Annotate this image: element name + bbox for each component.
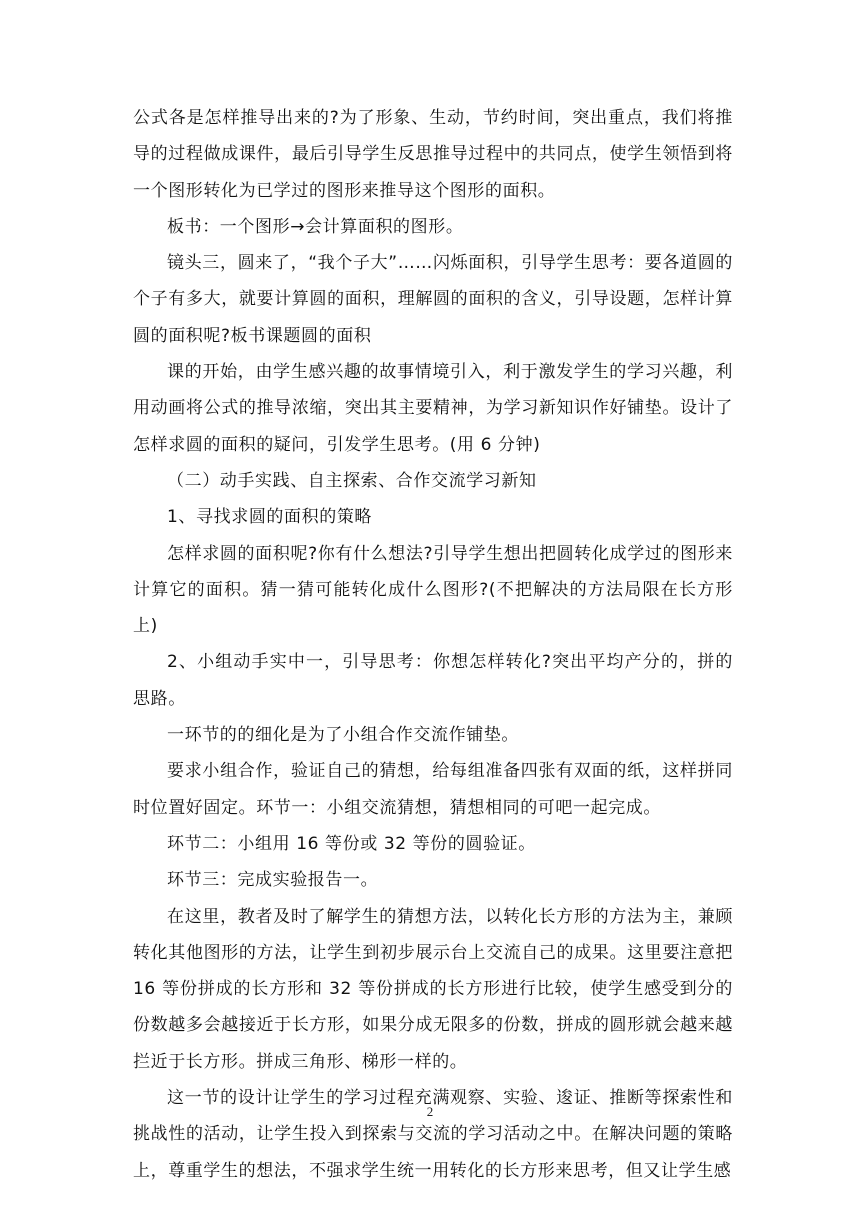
paragraph-9: 一环节的的细化是为了小组合作交流作铺垫。 bbox=[167, 725, 519, 746]
paragraph-13: 在这里，教者及时了解学生的猜想方法，以转化长方形的方法为主，兼顾转化其他图形的方法，让学生到初步展示台上交流自己的成果。这里要注意把 16 等份拼成的长方形和 32 等份拼成的长方形进行比较，使学生感受到分的份数越多会越接近于长方形，如果分成无限多的份数，拼成的圆形就会越来越拦近于长方形。拼成三角形、梯形一样的。 bbox=[133, 906, 733, 1072]
page-number: 2 bbox=[426, 1104, 434, 1119]
page-body bbox=[133, 100, 733, 1189]
section-heading: （二）动手实践、自主探索、合作交流学习新知 bbox=[167, 470, 537, 491]
paragraph-1: 公式各是怎样推导出来的?为了形象、生动，节约时间，突出重点，我们将推导的过程做成课件，最后引导学生反思推导过程中的共同点，使学生领悟到将一个图形转化为已学过的图形来推导这个图形的面积。 bbox=[133, 108, 733, 201]
paragraph-14: 这一节的设计让学生的学习过程充满观察、实验、逡证、推断等探索性和挑战性的活动，让学生投入到探索与交流的学习活动之中。在解决问题的策略上，尊重学生的想法，不强求学生统一用转化的长方形来思考，但又让学生感 bbox=[133, 1088, 733, 1181]
paragraph-8: 2、小组动手实中一，引导思考：你想怎样转化?突出平均产分的，拼的思路。 bbox=[133, 652, 733, 709]
paragraph-11: 环节二：小组用 16 等份或 32 等份的圆验证。 bbox=[167, 833, 536, 854]
paragraph-10: 要求小组合作，验证自己的猜想，给每组准备四张有双面的纸，这样拼同时位置好固定。环节一：小组交流猜想，猜想相同的可吧一起完成。 bbox=[133, 761, 733, 818]
paragraph-4: 课的开始，由学生感兴趣的故事情境引入，利于激发学生的学习兴趣，利用动画将公式的推导浓缩，突出其主要精神，为学习新知识作好铺垫。设计了怎样求圆的面积的疑问，引发学生思考。(用 6 分钟) bbox=[133, 362, 733, 455]
paragraph-12: 环节三：完成实验报告一。 bbox=[167, 870, 379, 891]
subsection-heading: 1、寻找求圆的面积的策略 bbox=[167, 507, 373, 528]
paragraph-3: 镜头三，圆来了，“我个子大”……闪烁面积，引导学生思考：要各道圆的个子有多大，就要计算圆的面积，理解圆的面积的含义，引导设题，怎样计算圆的面积呢?板书课题圆的面积 bbox=[133, 253, 733, 346]
paragraph-2: 板书：一个图形→会计算面积的图形。 bbox=[167, 216, 464, 237]
paragraph-7: 怎样求圆的面积呢?你有什么想法?引导学生想出把圆转化成学过的图形来计算它的面积。猜一猜可能转化成什么图形?(不把解决的方法局限在长方形上) bbox=[133, 543, 733, 637]
